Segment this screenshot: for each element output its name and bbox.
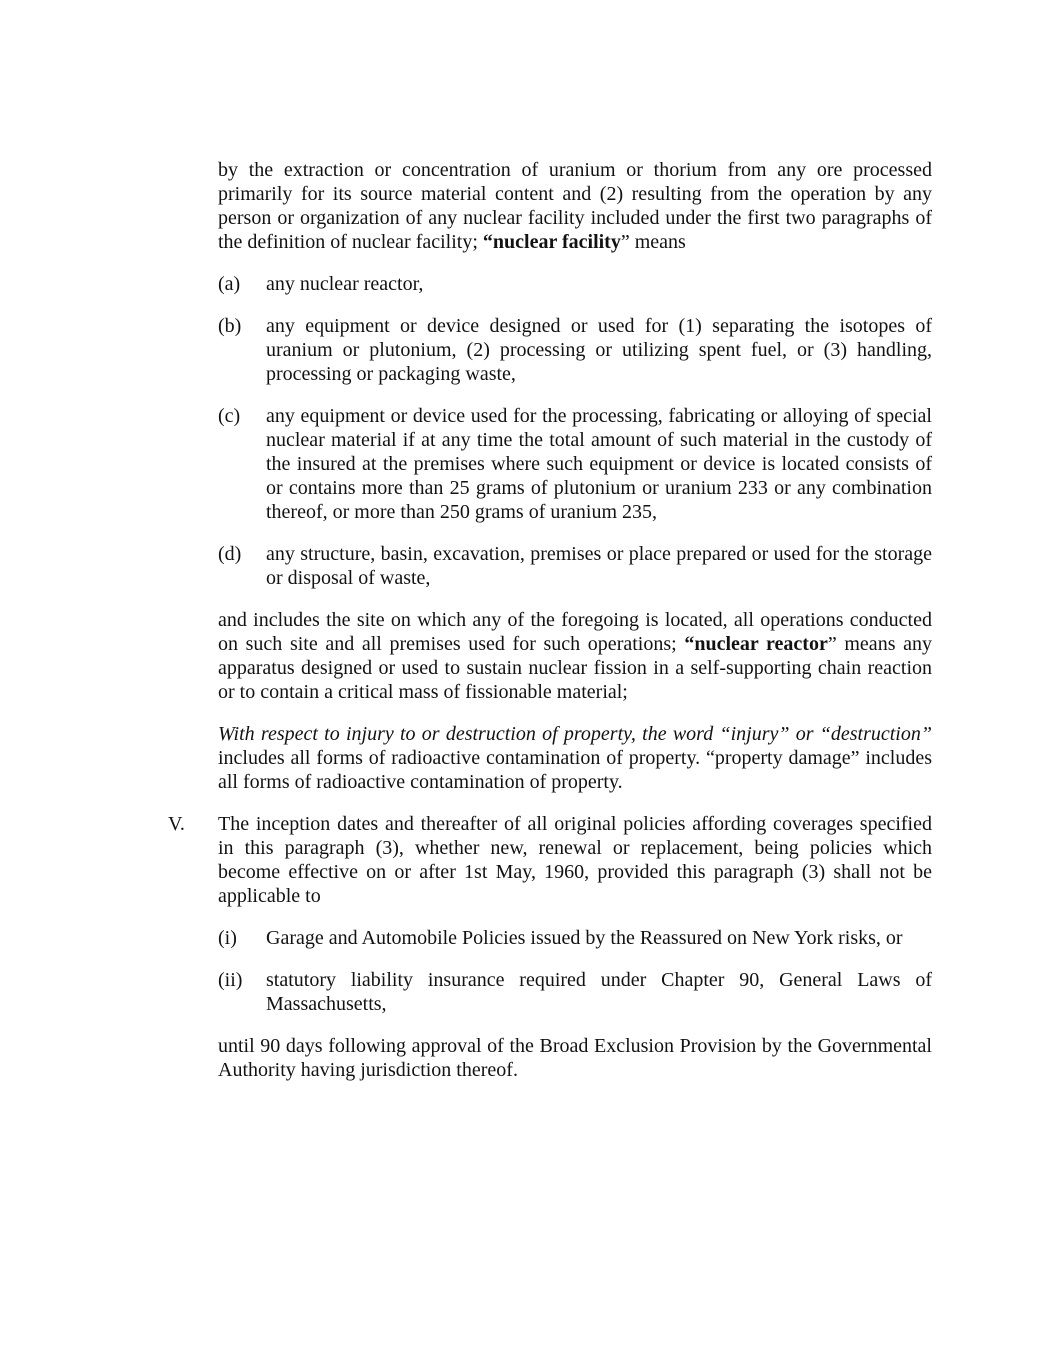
list-item-label: (d) [218, 543, 242, 565]
intro-paragraph [218, 158, 932, 254]
bold-term-nuclear-reactor: “nuclear reactor [684, 633, 828, 655]
list-item-text: any structure, basin, excavation, premises or place prepared or used for the storage or disposal of waste, [266, 543, 932, 589]
list-item-text: any equipment or device used for the processing, fabricating or alloying of special nuclear material if at any time the total amount of such material in the custody of the insured at the premises where such equipment or device is located consists of or contains more than 25 grams of plutonium or uranium 233 or any combination thereof, or more than 250 grams of uranium 235, [266, 405, 932, 523]
property-damage-paragraph [218, 722, 932, 794]
list-item-d [218, 542, 932, 590]
list-item-label: (ii) [218, 969, 243, 991]
list-item-text: statutory liability insurance required under Chapter 90, General Laws of Massachusetts, [266, 969, 932, 1015]
list-item-b [218, 314, 932, 386]
list-item-a [218, 272, 932, 296]
list-item-label: (a) [218, 273, 241, 295]
list-item-text: any nuclear reactor, [266, 273, 424, 295]
includes-paragraph [218, 608, 932, 704]
list-item-label: (b) [218, 315, 242, 337]
property-paragraph-regular-text: includes all forms of radioactive contamination of property. “property damage” includes all forms of radioactive contamination of property. [218, 747, 932, 793]
list-item-ii [218, 968, 932, 1016]
closing-paragraph: until 90 days following approval of the Broad Exclusion Provision by the Governmental Authority having jurisdiction thereof. [218, 1035, 932, 1081]
section-v-label: V. [168, 813, 185, 835]
document-text-block [168, 158, 932, 1082]
list-item-c [218, 404, 932, 524]
list-item-i [218, 926, 932, 950]
intro-paragraph-text: by the extraction or concentration of uranium or thorium from any ore processed primarily for its source material content and (2) resulting from the operation by any person or organization of any nuclear facility included under the first two paragraphs of the definition of nuclear facility; [218, 159, 932, 253]
list-item-text: Garage and Automobile Policies issued by the Reassured on New York risks, or [266, 927, 903, 949]
intro-paragraph-tail: ” means [620, 231, 686, 253]
bold-term-nuclear-facility: “nuclear facility [482, 231, 621, 253]
includes-paragraph-text: and includes the site on which any of the foregoing is located, all operations conducted on such site and all premises used for such operations; [218, 609, 932, 655]
section-v [168, 812, 932, 908]
property-paragraph-italic-text: With respect to injury to or destruction of property, the word “injury” or “destruction” [218, 723, 932, 745]
list-item-text: any equipment or device designed or used for (1) separating the isotopes of uranium or plutonium, (2) processing or utilizing spent fuel, or (3) handling, processing or packaging waste, [266, 315, 932, 385]
list-item-label: (i) [218, 927, 237, 949]
section-v-text: The inception dates and thereafter of all original policies affording coverages specified in this paragraph (3), whether new, renewal or replacement, being policies which become effective on or after 1st May, 1960, provided this paragraph (3) shall not be applicable to [218, 813, 932, 907]
list-item-label: (c) [218, 405, 241, 427]
includes-paragraph-tail: ” means any apparatus designed or used to sustain nuclear fission in a self-supporting chain reaction or to contain a critical mass of fissionable material; [218, 633, 932, 703]
